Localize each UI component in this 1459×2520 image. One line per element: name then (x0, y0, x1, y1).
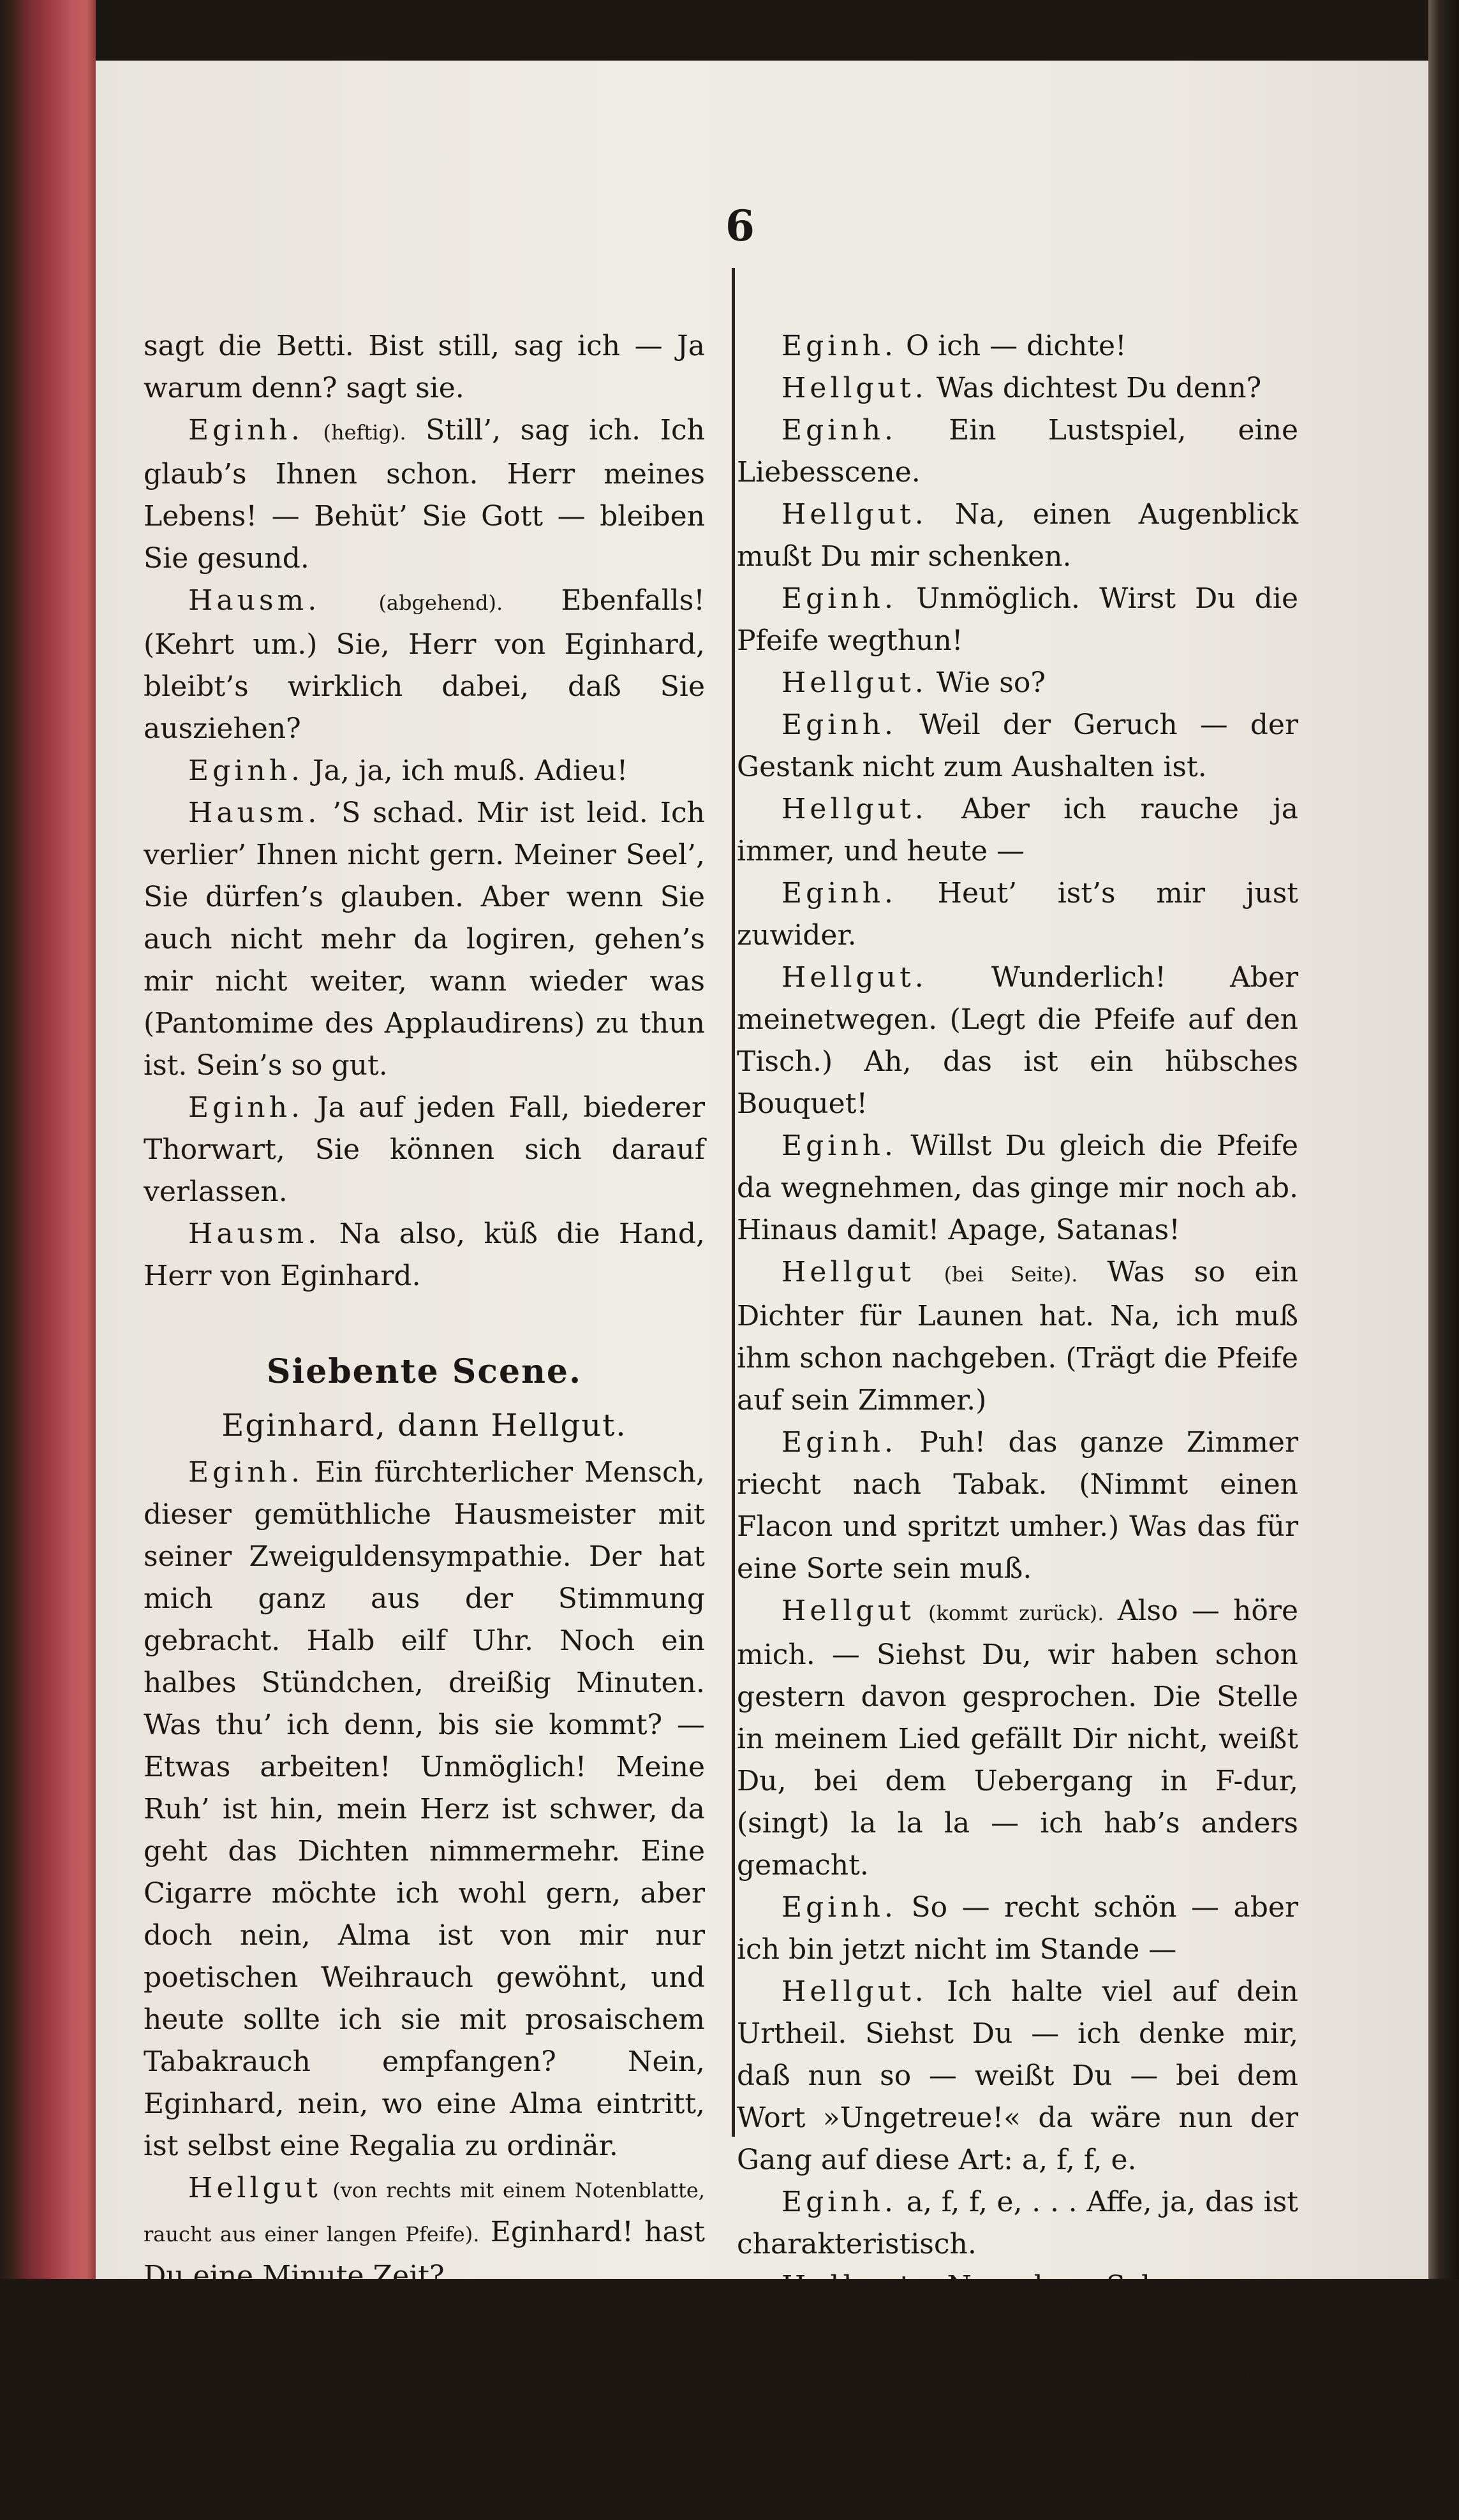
dialogue-line (144, 580, 705, 750)
dialogue-line (737, 1422, 1298, 1590)
dialogue-text: Ein Lustspiel, eine Liebesscene. (737, 414, 1298, 489)
speaker-name: Eginh. (781, 1130, 898, 1162)
speaker-name: Hellgut. (781, 2440, 928, 2473)
dialogue-line (737, 957, 1298, 1125)
dialogue-line (144, 1213, 705, 1297)
dialogue-text: Ah! das thut nichts, Du thust ja nichts. (144, 2386, 705, 2461)
dialogue-text: Also — höre mich. — Siehst Du, wir haben schon gestern davon gesprochen. Die Stelle in meinem Lied gefällt Dir nicht, weißt Du, bei dem Uebergang in F-dur, (singt) la la la — ich hab’s anders gemacht. (737, 1595, 1298, 1882)
dialogue-line (737, 873, 1298, 957)
dialogue-text: Ja, ja, ich muß. Adieu! (313, 755, 628, 787)
dialogue-text: Heut’ ist’s mir just zuwider. (737, 877, 1298, 952)
dialogue-line (737, 662, 1298, 704)
dialogue-line (144, 2382, 705, 2466)
speaker-name: Hellgut (781, 1595, 915, 1627)
dialogue-line (737, 494, 1298, 578)
speaker-name: Eginh. (781, 2186, 898, 2218)
book-binding-edge (0, 0, 96, 2279)
speaker-name: Eginh. (188, 2302, 304, 2334)
speaker-name: Eginh. (781, 877, 898, 910)
page-shadow-edge (1428, 0, 1459, 2279)
speaker-name: Hellgut. (781, 667, 928, 699)
speaker-name: Hellgut. (781, 1975, 928, 2008)
dialogue-line (144, 750, 705, 792)
speaker-name: Eginh. (781, 1891, 898, 1924)
dialogue-text: Wunderlich! Aber meinetwegen. (Legt die Pfeife auf den Tisch.) Ah, das ist ein hübsches Bouquet! (737, 961, 1298, 1120)
dialogue-text: Unmöglich. Wirst Du die Pfeife wegthun! (737, 582, 1298, 657)
dialogue-text: Na, einen Augenblick mußt Du mir schenken. (737, 498, 1298, 573)
speaker-name: Eginh. (188, 1456, 304, 1489)
stage-direction: (bei Seite). (944, 1262, 1078, 1286)
dialogue-line (144, 325, 705, 409)
dialogue-text: Nein, lieber Freund, unmöglich, Du kommst ungelegen. (144, 2302, 705, 2376)
dialogue-line (737, 2350, 1298, 2436)
dialogue-line (737, 2266, 1298, 2350)
left-column (144, 325, 705, 2466)
dialogue-line (737, 367, 1298, 409)
dialogue-line (737, 1887, 1298, 1971)
stage-direction: (abgehend). (378, 591, 503, 615)
dialogue-line (737, 704, 1298, 788)
speaker-name: Eginh. (781, 582, 898, 615)
dialogue-line (737, 1590, 1298, 1887)
dialogue-line (144, 1452, 705, 2167)
dialogue-line (737, 1251, 1298, 1422)
dialogue-text: Ebenfalls! (Kehrt um.) Sie, Herr von Eginhard, bleibt’s wirklich dabei, daß Sie ausziehen? (144, 584, 705, 745)
dialogue-text: Nein, ich seh’ Dir’s an, Du denkst Dir etwas Anderes. (737, 2440, 1298, 2515)
dialogue-text: Still’, sag ich. Ich glaub’s Ihnen schon. Herr meines Lebens! — Behüt’ Sie Gott — bleiben Sie gesund. (144, 414, 705, 575)
speaker-name: Hellgut (188, 2172, 322, 2204)
dialogue-text: ’S schad. Mir ist leid. Ich verlier’ Ihnen nicht gern. Meiner Seel’, Sie dürfen’s glauben. Aber wenn Sie auch nicht mehr da logiren, gehen’s mir nicht weiter, wann wieder was (Pantomime des Applaudirens) zu thun ist. Sein’s so gut. (144, 797, 705, 1082)
speaker-name: Hausm. (188, 797, 321, 829)
dialogue-text: Na, ohne Scherz, sage mir deine offene Meinung — (737, 2270, 1298, 2345)
dialogue-line (737, 2181, 1298, 2266)
speaker-name: Hellgut. (781, 498, 928, 531)
dialogue-text: Was so ein Dichter für Launen hat. Na, ich muß ihm schon nachgeben. (Trägt die Pfeife auf sein Zimmer.) (737, 1256, 1298, 1417)
dialogue-text: So — recht schön — aber ich bin jetzt nicht im Stande — (737, 1891, 1298, 1966)
dialogue-line (144, 2297, 705, 2382)
speaker-name: Eginh. (188, 1091, 304, 1124)
dialogue-text: Weil der Geruch — der Gestank nicht zum Aushalten ist. (737, 709, 1298, 783)
dialogue-text: sagt die Betti. Bist still, sag ich — Ja warum denn? sagt sie. (144, 330, 705, 404)
dialogue-text: Ein fürchterlicher Mensch, dieser gemüthliche Hausmeister mit seiner Zweiguldensympathie. Der hat mich ganz aus der Stimmung gebracht. Halb eilf Uhr. Noch ein halbes Stündchen, dreißig Minuten. Was thu’ ich denn, bis sie kommt? — Etwas arbeiten! Unmöglich! Meine Ruh’ ist hin, mein Herz ist schwer, da geht das Dichten nimmermehr. Eine Cigarre möchte ich wohl gern, aber doch nein, Alma ist von mir nur poetischen Weihrauch gewöhnt, und heute sollte ich sie mit prosaischem Tabakrauch empfangen? Nein, Eginhard, nein, wo eine Alma eintritt, ist selbst eine Regalia zu ordinär. (144, 1456, 705, 2162)
speaker-name: Hellgut (781, 1256, 915, 1288)
speaker-name: Eginh. (781, 709, 898, 741)
dialogue-text: Willst Du gleich die Pfeife da wegnehmen, das ginge mir noch ab. Hinaus damit! Apage, Satanas! (737, 1130, 1298, 1246)
dialogue-line (737, 788, 1298, 873)
dialogue-text: Eginhard! hast Du eine Minute Zeit? (144, 2216, 706, 2292)
dialogue-text: O! ganz einverstanden — — (737, 2354, 1298, 2431)
dialogue-block-2 (144, 1452, 705, 2466)
dialogue-line (144, 1087, 705, 1213)
dialogue-line (144, 2167, 705, 2297)
stage-direction: (von rechts mit einem Notenblatte, raucht aus einer langen Pfeife). (144, 2178, 705, 2246)
speaker-name: Hellgut. (781, 2270, 928, 2303)
speaker-name: Eginh. (188, 755, 304, 787)
dialogue-block-1 (144, 325, 705, 1297)
scene-persons: Eginhard, dann Hellgut. (221, 1408, 627, 1443)
stage-direction: (heftig). (323, 420, 406, 445)
dialogue-line (737, 325, 1298, 367)
speaker-name: Eginh. (781, 414, 898, 446)
right-column (737, 325, 1298, 2520)
dialogue-text: Wie so? (936, 667, 1046, 699)
speaker-name: Eginh. (188, 414, 304, 446)
dialogue-line (737, 1125, 1298, 1251)
column-divider (732, 268, 735, 2137)
stage-direction: (ungeduldig). (950, 2361, 1090, 2385)
page-number: 6 (725, 201, 755, 251)
dialogue-line (737, 578, 1298, 662)
dialogue-text: Was dichtest Du denn? (936, 372, 1262, 404)
dialogue-text: Puh! das ganze Zimmer riecht nach Tabak. (Nimmt einen Flacon und spritzt umher.) Was das für eine Sorte sein muß. (737, 1426, 1298, 1585)
scene-title: Siebente Scene. (266, 1352, 582, 1391)
dialogue-line (144, 409, 705, 580)
dialogue-text: a, f, f, e, . . . Affe, ja, das ist charakteristisch. (737, 2186, 1298, 2260)
dialogue-line (737, 2436, 1298, 2520)
dialogue-text: Na also, küß die Hand, Herr von Eginhard. (144, 1218, 705, 1292)
dialogue-line (737, 409, 1298, 494)
dialogue-line (737, 1971, 1298, 2181)
speaker-name: Eginh. (781, 330, 898, 362)
speaker-name: Hausm. (188, 1218, 321, 1250)
dialogue-text: O ich — dichte! (906, 330, 1127, 362)
speaker-name: Eginh. (781, 2354, 898, 2387)
speaker-name: Hellgut. (781, 372, 928, 404)
dialogue-text: Ja auf jeden Fall, biederer Thorwart, Sie können sich darauf verlassen. (144, 1091, 705, 1208)
dialogue-text: Ich halte viel auf dein Urtheil. Siehst Du — ich denke mir, daß nun so — weißt Du — bei dem Wort »Ungetreue!« da wäre nun der Gang auf diese Art: a, f, f, e. (737, 1975, 1298, 2176)
dialogue-text: Aber ich rauche ja immer, und heute — (737, 793, 1298, 867)
dialogue-line (144, 792, 705, 1087)
speaker-name: Hausm. (188, 584, 321, 617)
speaker-name: Hellgut. (188, 2386, 334, 2419)
speaker-name: Eginh. (781, 1426, 898, 1459)
speaker-name: Hellgut. (781, 793, 928, 825)
stage-direction: (kommt zurück). (928, 1601, 1104, 1625)
speaker-name: Hellgut. (781, 961, 928, 994)
